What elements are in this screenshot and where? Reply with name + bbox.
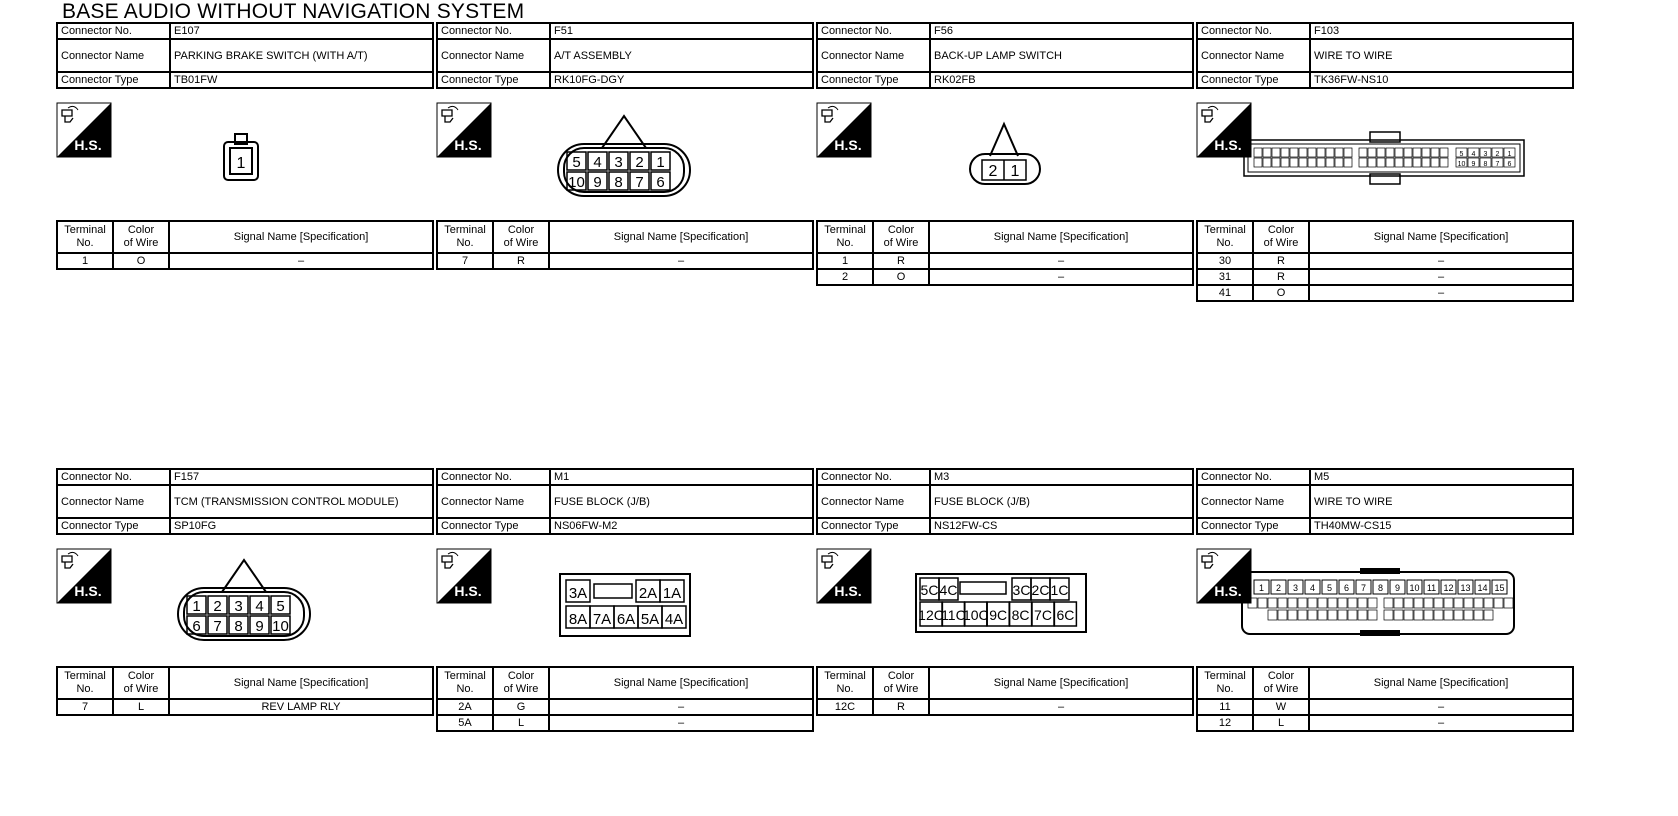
connector-number-value: E107 xyxy=(170,23,433,39)
signal-name-header: Signal Name [Specification] xyxy=(169,221,433,253)
terminal-table xyxy=(436,666,814,732)
wire-color: W xyxy=(1253,699,1309,715)
connector-name-label: Connector Name xyxy=(1197,39,1310,72)
pin-number: 10 xyxy=(272,618,289,635)
color-header-line2: of Wire xyxy=(1263,237,1299,249)
pin-number: 8 xyxy=(234,618,243,635)
connector-type-label: Connector Type xyxy=(1197,72,1310,88)
connector-block xyxy=(436,22,814,322)
connector-name-value: BACK-UP LAMP SWITCH xyxy=(930,39,1193,72)
terminal-table xyxy=(816,666,1194,716)
connector-block xyxy=(816,22,1194,322)
connector-face-drawing xyxy=(1240,564,1518,640)
color-of-wire-header xyxy=(1253,221,1309,253)
pin-number: 13 xyxy=(1460,583,1471,593)
signal-name: REV LAMP RLY xyxy=(169,699,433,715)
signal-name: – xyxy=(1309,253,1573,269)
pin-number: 9 xyxy=(1471,161,1476,168)
pin-number: 12 xyxy=(1443,583,1454,593)
connector-face-drawing xyxy=(174,556,314,646)
connector-type-label: Connector Type xyxy=(817,72,930,88)
table-row xyxy=(1197,269,1573,285)
pin-number: 1C xyxy=(1050,582,1069,598)
pin-number: 2 xyxy=(988,163,998,180)
terminal-no-header xyxy=(817,221,873,253)
color-header-line1: Color xyxy=(1267,224,1295,236)
connector-block xyxy=(56,468,434,768)
terminal-no-header xyxy=(437,667,493,699)
pin-number: 5 xyxy=(276,598,285,615)
color-of-wire-header xyxy=(113,667,169,699)
terminal-number: 11 xyxy=(1197,699,1253,715)
connector-number-value: M3 xyxy=(930,469,1193,485)
signal-name-header: Signal Name [Specification] xyxy=(929,667,1193,699)
pin-number: 7 xyxy=(635,174,644,191)
color-header-line1: Color xyxy=(887,224,915,236)
pin-number: 3 xyxy=(234,598,243,615)
pin-number: 2A xyxy=(638,585,658,602)
connector-type-value: RK02FB xyxy=(930,72,1193,88)
pin-number: 2 xyxy=(213,598,222,615)
terminal-number: 30 xyxy=(1197,253,1253,269)
connector-number-label: Connector No. xyxy=(437,23,550,39)
wire-color: G xyxy=(493,699,549,715)
terminal-table xyxy=(816,220,1194,286)
pin-number: 11C xyxy=(941,607,966,623)
terminal-table xyxy=(56,220,434,270)
pin-number: 3 xyxy=(1292,583,1299,593)
connector-number-label: Connector No. xyxy=(437,469,550,485)
terminal-no-header xyxy=(817,667,873,699)
pin-number: 4 xyxy=(593,154,602,171)
connector-info-table xyxy=(816,22,1194,89)
connector-number-value: M5 xyxy=(1310,469,1573,485)
terminal-number: 7 xyxy=(437,253,493,269)
table-row xyxy=(1197,699,1573,715)
pin-number: 5C xyxy=(920,582,939,598)
color-of-wire-header xyxy=(1253,667,1309,699)
harness-side-icon xyxy=(56,548,112,604)
wire-color: L xyxy=(1253,715,1309,731)
connector-info-table xyxy=(436,22,814,89)
connector-face-drawing xyxy=(1242,126,1528,188)
connector-type-label: Connector Type xyxy=(57,72,170,88)
pin-number: 9C xyxy=(989,607,1008,623)
pin-number: 3 xyxy=(1483,151,1488,158)
pin-number: 4A xyxy=(664,611,684,628)
connector-number-value: F51 xyxy=(550,23,813,39)
pin-number: 8A xyxy=(568,611,588,628)
terminal-number: 1 xyxy=(817,253,873,269)
connector-name-label: Connector Name xyxy=(437,39,550,72)
terminal-number: 2A xyxy=(437,699,493,715)
connector-number-label: Connector No. xyxy=(1197,23,1310,39)
wire-color: R xyxy=(873,699,929,715)
wire-color: R xyxy=(493,253,549,269)
connector-block xyxy=(436,468,814,768)
pin-number: 7 xyxy=(1495,161,1500,168)
connector-number-value: M1 xyxy=(550,469,813,485)
pin-number: 3 xyxy=(614,154,623,171)
pin-number: 12C xyxy=(918,607,944,623)
pin-number: 8 xyxy=(1377,583,1384,593)
connector-name-label: Connector Name xyxy=(437,485,550,518)
terminal-no-header xyxy=(1197,667,1253,699)
connector-number-label: Connector No. xyxy=(57,23,170,39)
signal-name-header: Signal Name [Specification] xyxy=(549,221,813,253)
connector-name-label: Connector Name xyxy=(817,485,930,518)
hs-label: H.S. xyxy=(74,137,102,153)
connector-name-label: Connector Name xyxy=(1197,485,1310,518)
wire-color: R xyxy=(1253,253,1309,269)
pin-number: 1 xyxy=(656,154,665,171)
pin-number: 4 xyxy=(1309,583,1316,593)
wire-color: O xyxy=(873,269,929,285)
terminal-header-line2: No. xyxy=(456,683,474,695)
pin-number: 1A xyxy=(662,585,682,602)
pin-number: 6C xyxy=(1056,607,1075,623)
connector-name-value: PARKING BRAKE SWITCH (WITH A/T) xyxy=(170,39,433,72)
pin-number: 3A xyxy=(568,585,588,602)
color-header-line1: Color xyxy=(887,670,915,682)
connector-number-label: Connector No. xyxy=(57,469,170,485)
connector-name-label: Connector Name xyxy=(817,39,930,72)
table-row xyxy=(57,699,433,715)
connector-type-value: TB01FW xyxy=(170,72,433,88)
table-row xyxy=(817,253,1193,269)
pin-number: 15 xyxy=(1494,583,1505,593)
connector-block xyxy=(1196,468,1574,768)
table-row xyxy=(1197,715,1573,731)
color-header-line1: Color xyxy=(1267,670,1295,682)
terminal-header-line2: No. xyxy=(1216,237,1234,249)
pin-number: 9 xyxy=(593,174,602,191)
color-of-wire-header xyxy=(493,221,549,253)
hs-label: H.S. xyxy=(1214,583,1242,599)
connector-info-table xyxy=(816,468,1194,535)
pin-number: 7C xyxy=(1034,607,1052,623)
connector-info-table xyxy=(436,468,814,535)
color-of-wire-header xyxy=(493,667,549,699)
wire-color: R xyxy=(1253,269,1309,285)
terminal-header-line1: Terminal xyxy=(824,670,866,682)
signal-name-header: Signal Name [Specification] xyxy=(1309,221,1573,253)
pin-number: 11 xyxy=(1426,583,1437,593)
color-of-wire-header xyxy=(113,221,169,253)
connector-info-table xyxy=(56,22,434,89)
terminal-header-line2: No. xyxy=(836,237,854,249)
connector-face-drawing xyxy=(554,112,694,202)
pin-number: 5 xyxy=(572,154,581,171)
wire-color: L xyxy=(113,699,169,715)
pin-number: 1 xyxy=(236,155,246,172)
table-row xyxy=(817,699,1193,715)
pin-number: 9 xyxy=(255,618,264,635)
connector-name-value: TCM (TRANSMISSION CONTROL MODULE) xyxy=(170,485,433,518)
pin-number: 7 xyxy=(213,618,222,635)
signal-name: – xyxy=(549,253,813,269)
connector-type-label: Connector Type xyxy=(437,518,550,534)
color-header-line1: Color xyxy=(127,670,155,682)
hs-label: H.S. xyxy=(454,137,482,153)
harness-side-icon xyxy=(436,102,492,158)
connector-type-label: Connector Type xyxy=(437,72,550,88)
wire-color: O xyxy=(1253,285,1309,301)
connector-name-value: FUSE BLOCK (J/B) xyxy=(930,485,1193,518)
pin-number: 6 xyxy=(1507,161,1512,168)
pin-number: 8 xyxy=(1483,161,1488,168)
terminal-header-line1: Terminal xyxy=(64,670,106,682)
pin-number: 5 xyxy=(1326,583,1333,593)
terminal-header-line1: Terminal xyxy=(824,224,866,236)
pin-number: 9 xyxy=(1394,583,1401,593)
pin-number: 1 xyxy=(1258,583,1265,593)
connector-type-label: Connector Type xyxy=(1197,518,1310,534)
color-header-line1: Color xyxy=(507,224,535,236)
signal-name: – xyxy=(1309,269,1573,285)
terminal-header-line1: Terminal xyxy=(444,224,486,236)
terminal-number: 5A xyxy=(437,715,493,731)
connector-block xyxy=(816,468,1194,768)
terminal-header-line2: No. xyxy=(1216,683,1234,695)
connector-info-table xyxy=(1196,22,1574,89)
table-row xyxy=(437,715,813,731)
connector-type-value: TH40MW-CS15 xyxy=(1310,518,1573,534)
wire-color: R xyxy=(873,253,929,269)
pin-number: 5A xyxy=(640,611,660,628)
harness-side-icon xyxy=(816,548,872,604)
pin-number: 6A xyxy=(616,611,636,628)
color-header-line1: Color xyxy=(507,670,535,682)
connector-face-drawing xyxy=(966,120,1046,190)
color-header-line2: of Wire xyxy=(503,683,539,695)
pin-number: 6 xyxy=(192,618,201,635)
connector-name-value: WIRE TO WIRE xyxy=(1310,39,1573,72)
pin-number: 2 xyxy=(1275,583,1282,593)
table-row xyxy=(57,253,433,269)
signal-name: – xyxy=(929,269,1193,285)
connector-name-value: FUSE BLOCK (J/B) xyxy=(550,485,813,518)
connector-block xyxy=(56,22,434,322)
table-row xyxy=(1197,253,1573,269)
terminal-header-line1: Terminal xyxy=(1204,670,1246,682)
harness-side-icon xyxy=(436,548,492,604)
pin-number: 4 xyxy=(1471,151,1476,158)
connector-type-value: RK10FG-DGY xyxy=(550,72,813,88)
connector-name-label: Connector Name xyxy=(57,39,170,72)
pin-number: 8 xyxy=(614,174,623,191)
pin-number: 2 xyxy=(1495,151,1500,158)
connector-info-table xyxy=(56,468,434,535)
color-of-wire-header xyxy=(873,667,929,699)
terminal-header-line2: No. xyxy=(456,237,474,249)
terminal-number: 31 xyxy=(1197,269,1253,285)
terminal-number: 12 xyxy=(1197,715,1253,731)
pin-number: 2C xyxy=(1031,582,1050,598)
color-header-line2: of Wire xyxy=(1263,683,1299,695)
terminal-table xyxy=(1196,666,1574,732)
table-row xyxy=(437,253,813,269)
page-title: BASE AUDIO WITHOUT NAVIGATION SYSTEM xyxy=(62,0,525,23)
pin-number: 5 xyxy=(1459,151,1464,158)
hs-label: H.S. xyxy=(74,583,102,599)
terminal-header-line1: Terminal xyxy=(444,670,486,682)
terminal-number: 41 xyxy=(1197,285,1253,301)
pin-number: 1 xyxy=(1010,163,1020,180)
pin-number: 10 xyxy=(1409,583,1420,593)
pin-number: 3C xyxy=(1012,582,1031,598)
color-header-line2: of Wire xyxy=(123,237,159,249)
terminal-number: 7 xyxy=(57,699,113,715)
signal-name: – xyxy=(169,253,433,269)
pin-number: 8C xyxy=(1011,607,1030,623)
signal-name: – xyxy=(1309,699,1573,715)
color-of-wire-header xyxy=(873,221,929,253)
signal-name: – xyxy=(549,715,813,731)
signal-name: – xyxy=(929,253,1193,269)
pin-number: 10 xyxy=(568,174,585,191)
color-header-line2: of Wire xyxy=(883,683,919,695)
connector-face-drawing xyxy=(222,132,262,184)
terminal-no-header xyxy=(437,221,493,253)
terminal-header-line2: No. xyxy=(76,683,94,695)
terminal-header-line1: Terminal xyxy=(64,224,106,236)
pin-number: 4 xyxy=(255,598,264,615)
terminal-no-header xyxy=(57,667,113,699)
connector-number-label: Connector No. xyxy=(817,23,930,39)
terminal-header-line2: No. xyxy=(836,683,854,695)
connector-name-value: WIRE TO WIRE xyxy=(1310,485,1573,518)
color-header-line2: of Wire xyxy=(503,237,539,249)
color-header-line2: of Wire xyxy=(883,237,919,249)
color-header-line1: Color xyxy=(127,224,155,236)
terminal-number: 12C xyxy=(817,699,873,715)
pin-number: 1 xyxy=(192,598,201,615)
signal-name: – xyxy=(549,699,813,715)
connector-number-value: F103 xyxy=(1310,23,1573,39)
signal-name-header: Signal Name [Specification] xyxy=(549,667,813,699)
color-header-line2: of Wire xyxy=(123,683,159,695)
signal-name: – xyxy=(1309,715,1573,731)
terminal-no-header xyxy=(57,221,113,253)
harness-side-icon xyxy=(816,102,872,158)
hs-label: H.S. xyxy=(834,137,862,153)
connector-type-value: TK36FW-NS10 xyxy=(1310,72,1573,88)
terminal-no-header xyxy=(1197,221,1253,253)
terminal-header-line2: No. xyxy=(76,237,94,249)
connector-face-drawing xyxy=(558,568,692,638)
connector-type-value: NS06FW-M2 xyxy=(550,518,813,534)
connector-name-label: Connector Name xyxy=(57,485,170,518)
hs-label: H.S. xyxy=(454,583,482,599)
signal-name-header: Signal Name [Specification] xyxy=(1309,667,1573,699)
terminal-header-line1: Terminal xyxy=(1204,224,1246,236)
connector-type-label: Connector Type xyxy=(817,518,930,534)
table-row xyxy=(817,269,1193,285)
terminal-number: 2 xyxy=(817,269,873,285)
connector-number-value: F157 xyxy=(170,469,433,485)
pin-number: 7A xyxy=(592,611,612,628)
pin-number: 2 xyxy=(635,154,644,171)
connector-type-value: SP10FG xyxy=(170,518,433,534)
connector-type-label: Connector Type xyxy=(57,518,170,534)
pin-number: 6 xyxy=(656,174,665,191)
signal-name: – xyxy=(1309,285,1573,301)
pin-number: 14 xyxy=(1477,583,1488,593)
table-row xyxy=(1197,285,1573,301)
signal-name-header: Signal Name [Specification] xyxy=(929,221,1193,253)
terminal-table xyxy=(56,666,434,716)
signal-name: – xyxy=(929,699,1193,715)
connector-number-label: Connector No. xyxy=(1197,469,1310,485)
pin-number: 10C xyxy=(962,607,989,623)
hs-label: H.S. xyxy=(834,583,862,599)
connector-number-value: F56 xyxy=(930,23,1193,39)
terminal-table xyxy=(1196,220,1574,302)
terminal-number: 1 xyxy=(57,253,113,269)
pin-number: 1 xyxy=(1507,151,1512,158)
pin-number: 7 xyxy=(1360,583,1367,593)
pin-number: 6 xyxy=(1343,583,1350,593)
pin-number: 4C xyxy=(939,582,958,598)
table-row xyxy=(437,699,813,715)
wire-color: L xyxy=(493,715,549,731)
connector-type-value: NS12FW-CS xyxy=(930,518,1193,534)
pin-number: 10 xyxy=(1457,161,1466,168)
terminal-table xyxy=(436,220,814,270)
signal-name-header: Signal Name [Specification] xyxy=(169,667,433,699)
connector-info-table xyxy=(1196,468,1574,535)
wire-color: O xyxy=(113,253,169,269)
harness-side-icon xyxy=(56,102,112,158)
hs-label: H.S. xyxy=(1214,137,1242,153)
connector-name-value: A/T ASSEMBLY xyxy=(550,39,813,72)
connector-number-label: Connector No. xyxy=(817,469,930,485)
connector-block xyxy=(1196,22,1574,322)
connector-face-drawing xyxy=(914,570,1088,636)
